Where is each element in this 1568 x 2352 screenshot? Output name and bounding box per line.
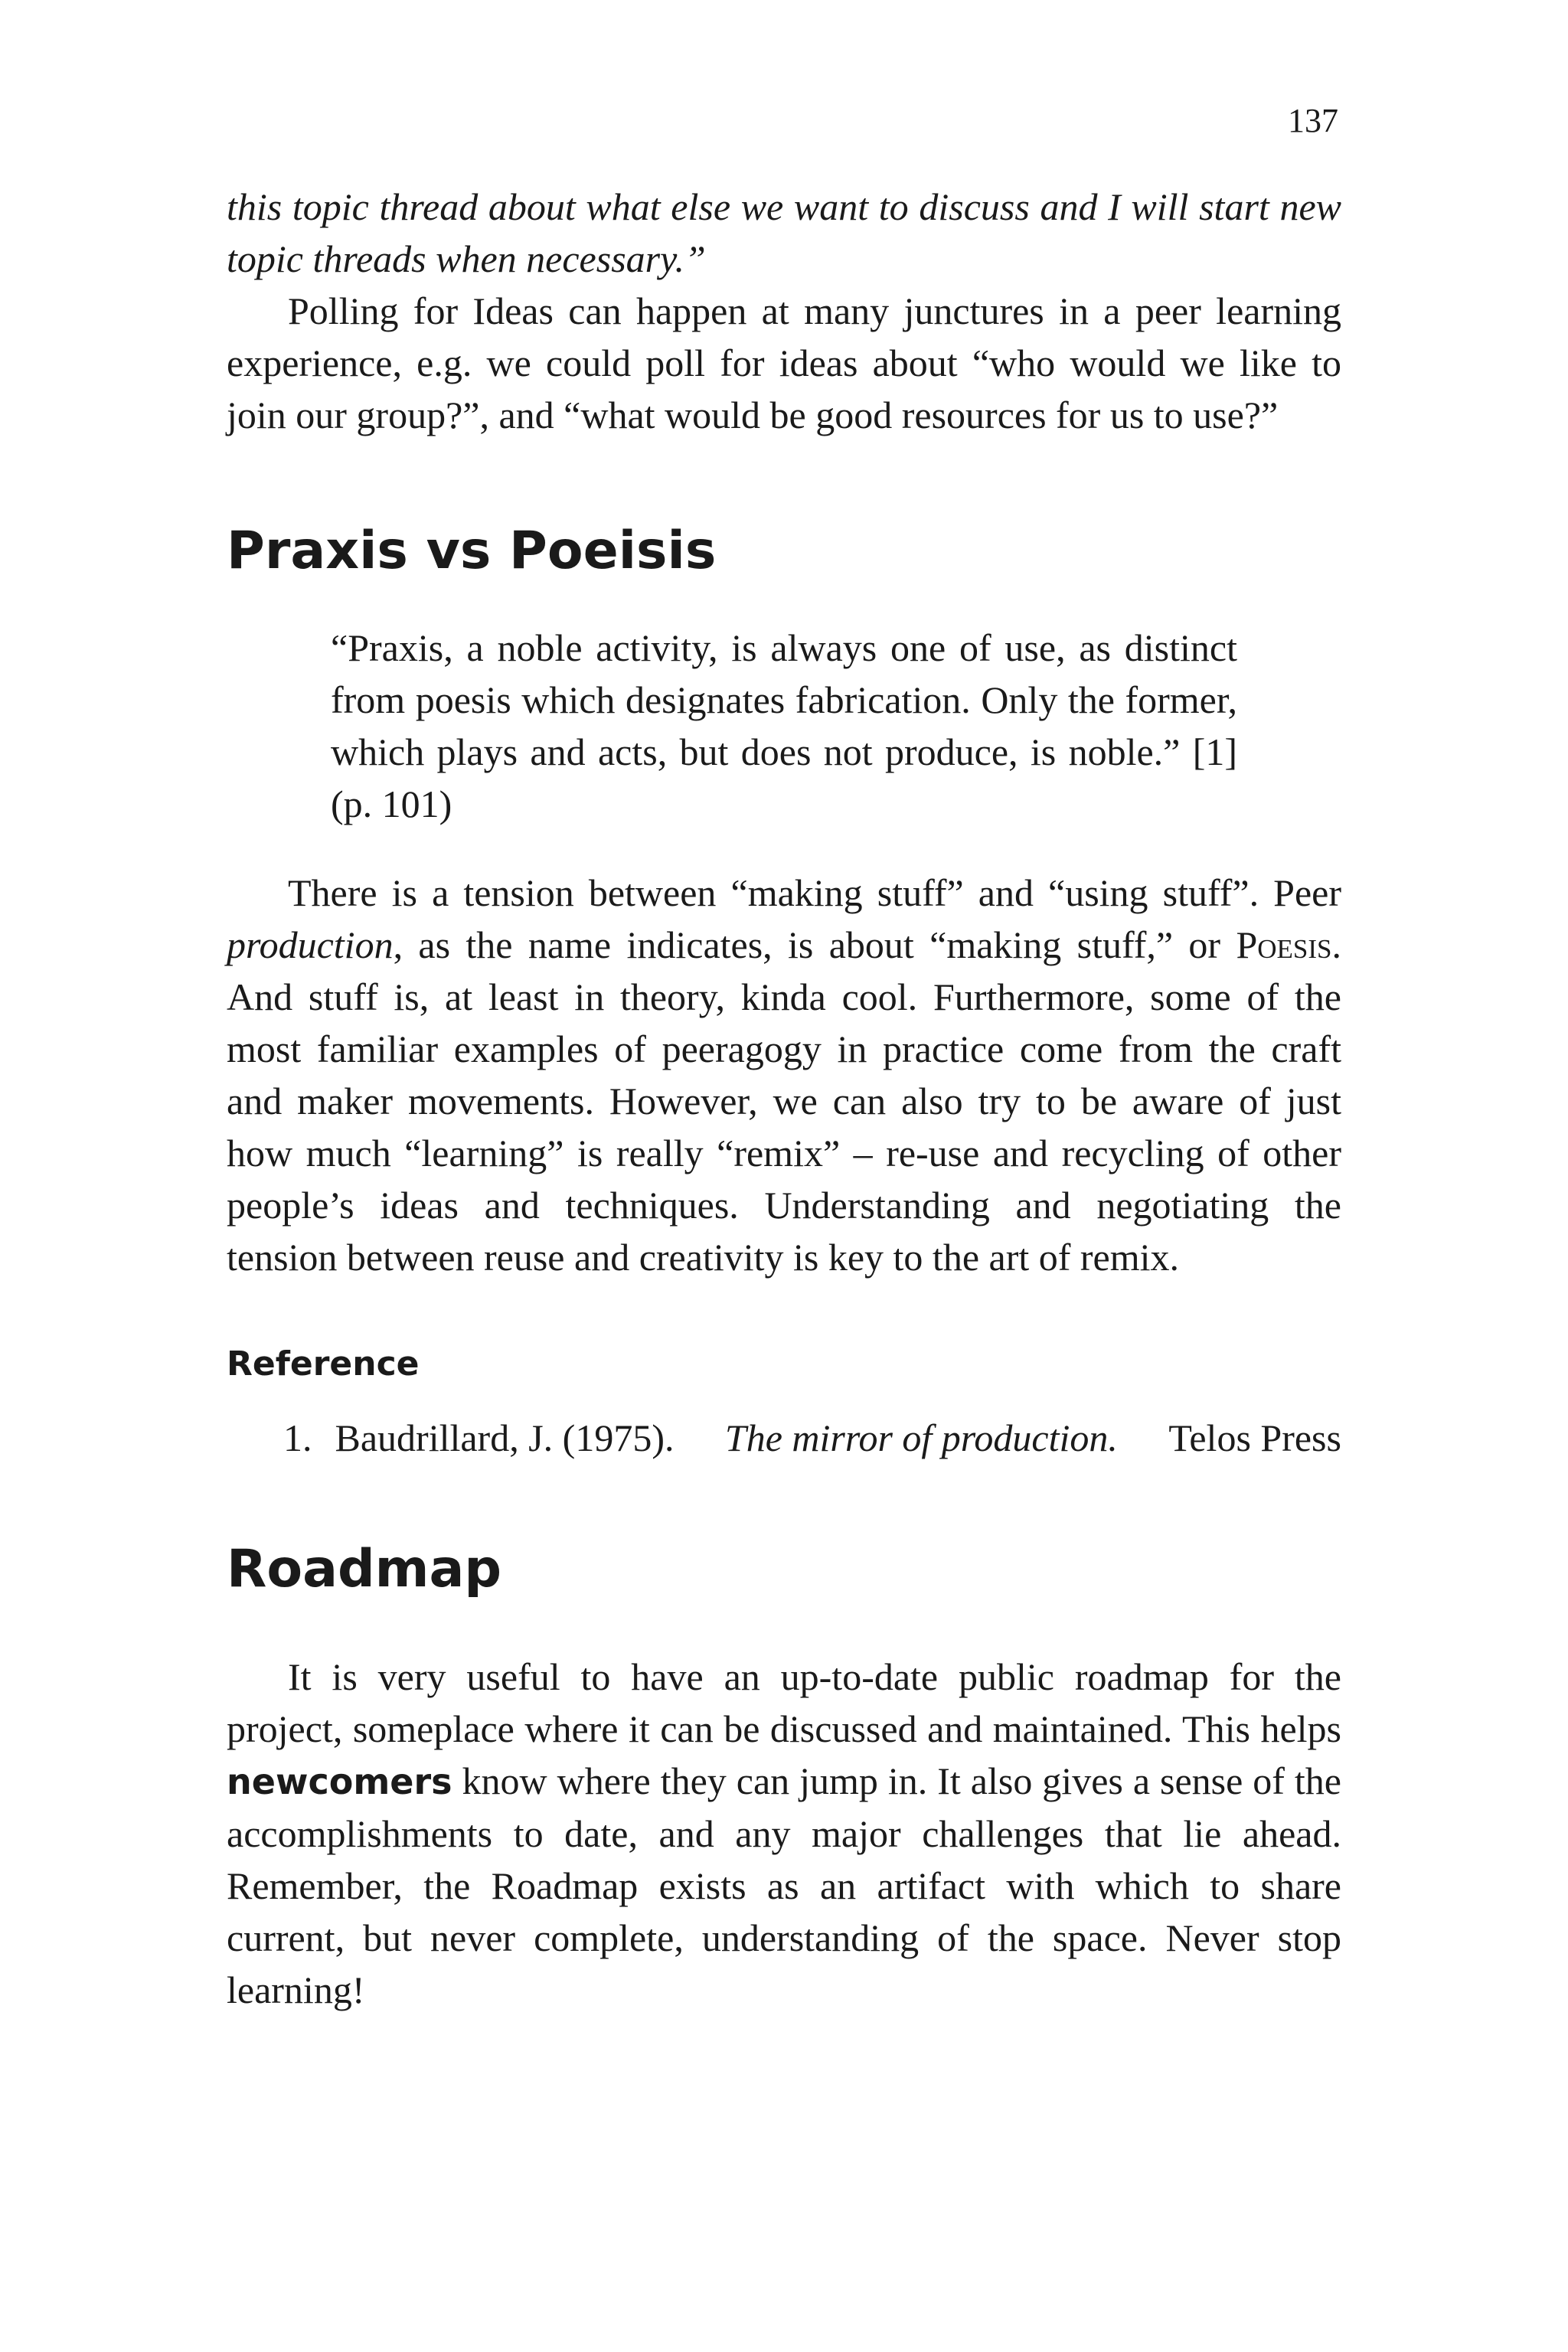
blockquote-text: “Praxis, a noble activity, is always one of use, as distinct from poesis which designates fabrication. Only the former, which plays and acts, but does not produce, is noble.” [1] (p. 101) bbox=[331, 626, 1237, 825]
reference-author: Baudrillard, J. (1975). bbox=[335, 1416, 675, 1459]
praxis-body-part1: There is a tension between “making stuff” and “using stuff”. Peer bbox=[288, 871, 1341, 914]
reference-item bbox=[283, 1412, 1341, 1464]
section-heading-praxis: Praxis vs Poeisis bbox=[227, 521, 717, 581]
roadmap-body-bold: newcomers bbox=[227, 1761, 452, 1802]
praxis-body-part3: . And stuff is, at least in theory, kinda cool. Furthermore, some of the most familiar examples of peeragogy in practice come from the craft and maker movements. However, we can also try to be aware of just how much “learning” is really “remix” – re-use and recycling of other people’s ideas and techniques. Understanding and negotiating the tension between reuse and creativity is key to the art of remix. bbox=[227, 923, 1341, 1279]
page-number: 137 bbox=[1288, 102, 1338, 139]
praxis-body-italic: production bbox=[227, 923, 394, 966]
reference-list bbox=[227, 1412, 1341, 1464]
page-content bbox=[227, 181, 1341, 2016]
roadmap-body-part1: It is very useful to have an up-to-date public roadmap for the project, someplace where it can be discussed and maintained. This helps bbox=[227, 1655, 1341, 1750]
reference-heading: Reference bbox=[227, 1344, 420, 1383]
reference-number: 1. bbox=[283, 1416, 312, 1459]
praxis-blockquote bbox=[331, 622, 1237, 830]
praxis-body-smallcaps: Poesis bbox=[1236, 923, 1332, 966]
roadmap-body-paragraph bbox=[227, 1651, 1341, 2016]
intro-paragraph: Polling for Ideas can happen at many junctures in a peer learning experience, e.g. we could poll for ideas about “who would we like to join our group?”, and “what would be good resources for us to use?” bbox=[227, 289, 1341, 436]
roadmap-body-part2: know where they can jump in. It also gives a sense of the accomplishments to date, and any major challenges that lie ahead. Remember, the Roadmap exists as an artifact with which to share current, but never complete, understanding of the space. Never stop learning! bbox=[227, 1759, 1341, 2011]
section-heading-roadmap: Roadmap bbox=[227, 1539, 502, 1599]
reference-title: The mirror of production. bbox=[724, 1416, 1118, 1459]
praxis-body-paragraph bbox=[227, 867, 1341, 1283]
reference-body bbox=[335, 1412, 1342, 1464]
praxis-body-part2: , as the name indicates, is about “making stuff,” or bbox=[393, 923, 1236, 966]
intro-quote-end: this topic thread about what else we want to discuss and I will start new topic threads when necessary.” bbox=[227, 185, 1341, 280]
reference-publisher: Telos Press bbox=[1168, 1416, 1341, 1459]
